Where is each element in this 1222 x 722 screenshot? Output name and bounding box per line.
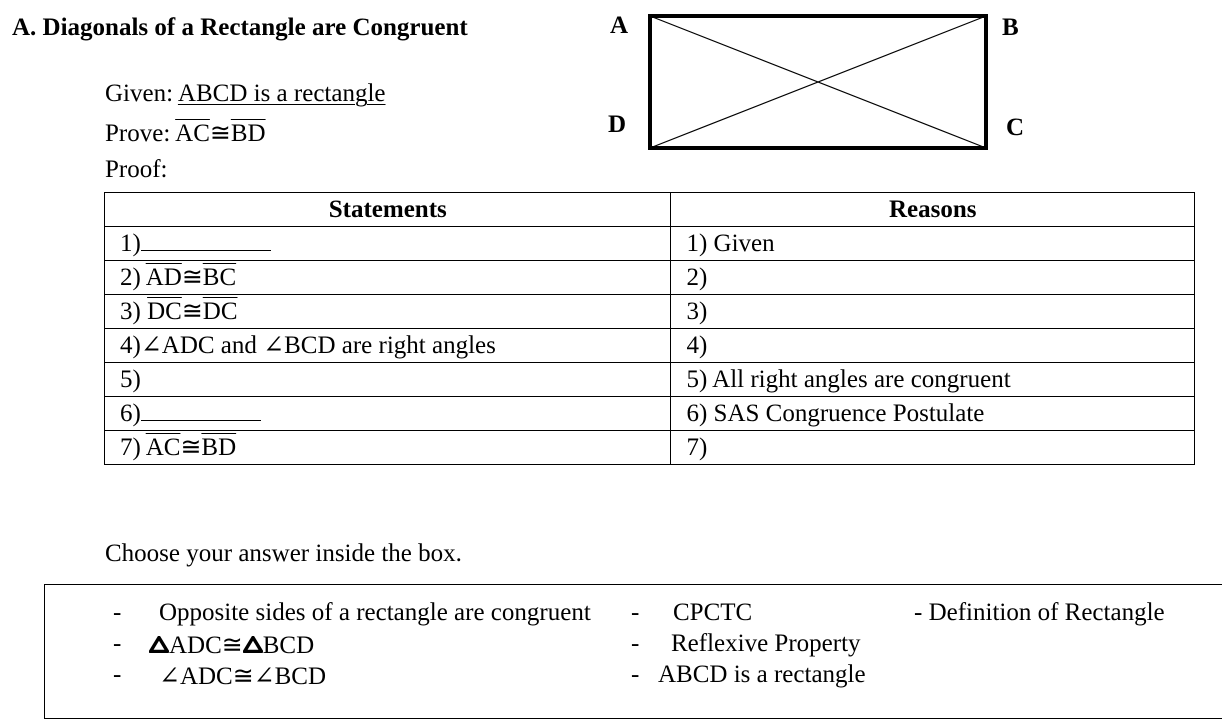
triangle-icon (149, 636, 169, 653)
proof-table (104, 192, 1195, 465)
reason-cell[interactable]: 1) Given (671, 227, 1195, 261)
statement-cell[interactable] (105, 227, 671, 261)
reasons-header: Reasons (671, 193, 1195, 227)
choice-dash: - (113, 630, 122, 657)
statement-cell[interactable] (105, 431, 671, 465)
congruent-symbol: ≅ (181, 298, 203, 325)
given-label: Given: (105, 80, 174, 107)
statement-number: 6) (120, 400, 141, 427)
statement-cell[interactable] (105, 261, 671, 295)
statement-number: 1) (120, 230, 141, 257)
table-row (105, 397, 1195, 431)
statement-number: 7) (120, 434, 141, 461)
choice-dash: - (113, 661, 122, 688)
choice-triangles-congruent[interactable] (149, 630, 314, 660)
choice-opposite-sides[interactable]: Opposite sides of a rectangle are congruent (159, 599, 591, 626)
reason-cell[interactable]: 7) (671, 431, 1195, 465)
choice-dash: - (631, 630, 640, 657)
segment-dc: $\overline{DC}$ (147, 298, 182, 325)
table-row (105, 431, 1195, 465)
given-line (105, 80, 386, 108)
choice-reflexive-property[interactable]: Reflexive Property (671, 630, 861, 657)
vertex-label-d: D (608, 111, 627, 138)
vertex-label-c: C (1006, 114, 1025, 141)
segment-bc: $\overline{BC}$ (202, 264, 237, 291)
proof-label: Proof: (105, 156, 168, 183)
answer-blank[interactable] (141, 250, 271, 251)
segment-ac: $\overline{AC}$ (145, 434, 181, 461)
choice-definition-rectangle[interactable]: - Definition of Rectangle (914, 599, 1165, 626)
prove-label: Prove: (105, 120, 171, 147)
triangle-icon (243, 636, 263, 653)
choice-dash: - (113, 599, 122, 626)
table-row (105, 261, 1195, 295)
choice-angles-congruent[interactable]: ∠ADC≅∠BCD (159, 663, 327, 690)
segment-ad: $\overline{AD}$ (145, 264, 182, 291)
reason-cell[interactable]: 2) (671, 261, 1195, 295)
given-text: ABCD is a rectangle (177, 80, 386, 107)
statement-cell[interactable]: 5) (105, 363, 671, 397)
rectangle-figure (648, 14, 988, 150)
vertex-label-a: A (610, 12, 629, 39)
instruction-text: Choose your answer inside the box. (105, 540, 462, 567)
statement-cell[interactable] (105, 397, 671, 431)
triangle-bcd-label: BCD (262, 632, 315, 659)
choice-abcd-rectangle[interactable]: ABCD is a rectangle (658, 661, 866, 688)
congruent-symbol: ≅ (181, 264, 203, 291)
statement-number: 2) (120, 264, 141, 291)
worksheet-title: A. Diagonals of a Rectangle are Congruent (12, 14, 468, 41)
congruent-symbol: ≅ (180, 434, 202, 461)
reason-cell[interactable]: 6) SAS Congruence Postulate (671, 397, 1195, 431)
table-row (105, 329, 1195, 363)
prove-line (105, 118, 266, 148)
prove-congruent-symbol: ≅ (209, 120, 231, 147)
choice-cpctc[interactable]: CPCTC (673, 599, 753, 626)
table-row (105, 227, 1195, 261)
table-row (105, 363, 1195, 397)
statements-header: Statements (105, 193, 671, 227)
reason-cell[interactable]: 5) All right angles are congruent (671, 363, 1195, 397)
prove-segment-bd: $\overline{BD}$ (230, 120, 266, 147)
statement-cell[interactable] (105, 295, 671, 329)
table-row (105, 295, 1195, 329)
statement-cell[interactable]: 4)∠ADC and ∠BCD are right angles (105, 329, 671, 363)
segment-bd: $\overline{BD}$ (201, 434, 237, 461)
vertex-label-b: B (1002, 14, 1019, 41)
statement-number: 3) (120, 298, 141, 325)
congruent-symbol: ≅ (221, 632, 243, 659)
answer-blank[interactable] (141, 420, 261, 421)
choice-dash: - (631, 599, 640, 626)
proof-table-header (105, 193, 1195, 227)
prove-segment-ac: $\overline{AC}$ (175, 120, 210, 147)
segment-dc: $\overline{DC}$ (202, 298, 238, 325)
choice-dash: - (631, 661, 640, 688)
answer-choices-box (44, 584, 1222, 719)
reason-cell[interactable]: 3) (671, 295, 1195, 329)
triangle-adc-label: ADC (169, 632, 222, 659)
reason-cell[interactable]: 4) (671, 329, 1195, 363)
